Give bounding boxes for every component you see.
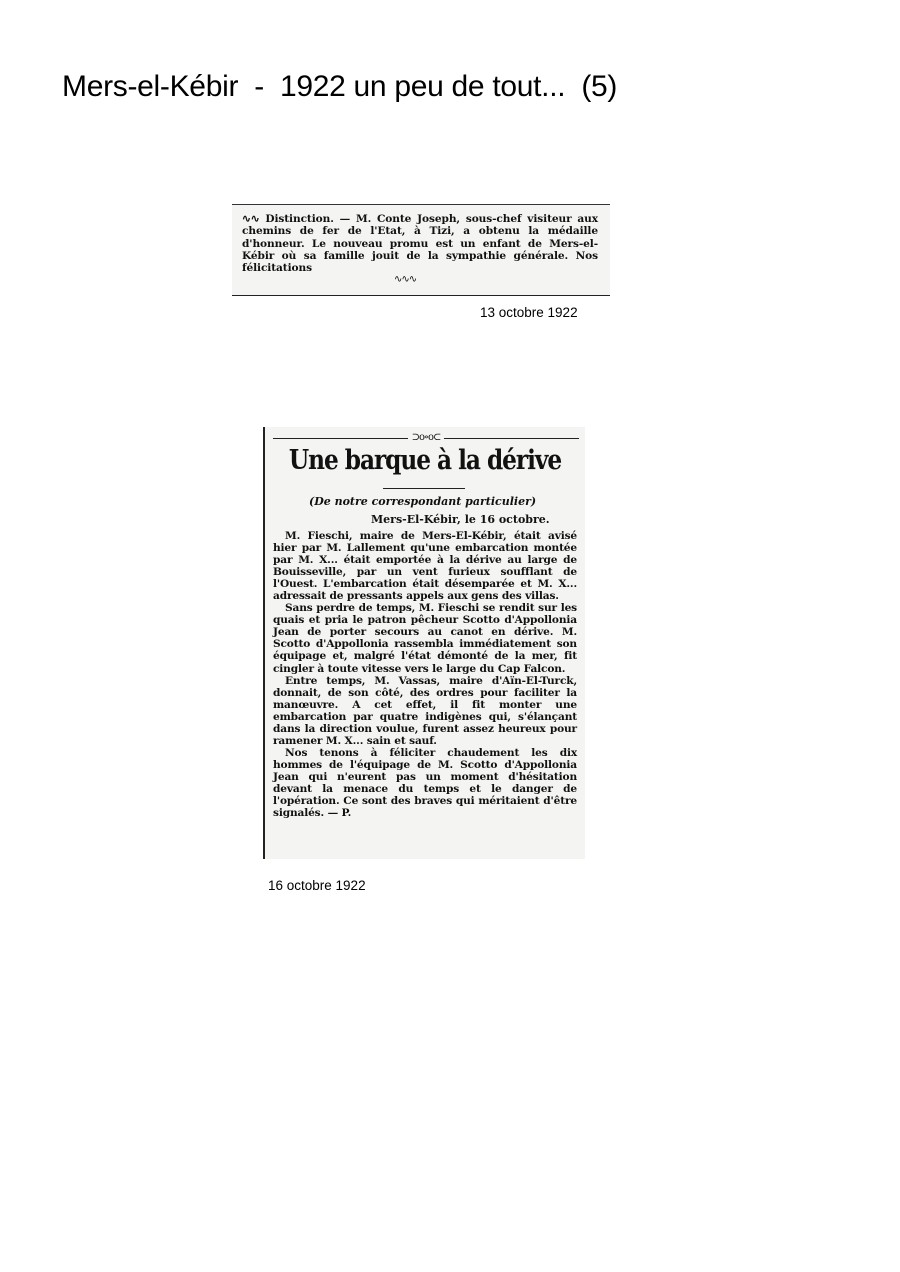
newspaper-clipping-barque	[263, 427, 585, 859]
ornament-center: ⊃o∘o⊂	[411, 432, 441, 443]
page-title: Mers-el-Kébir - 1922 un peu de tout... (5)	[62, 70, 618, 103]
rule-line	[444, 438, 579, 439]
rule-line	[273, 438, 408, 439]
clipping-date-caption: 13 octobre 1922	[480, 305, 578, 320]
newspaper-clipping-distinction	[232, 204, 610, 296]
headline-divider	[383, 488, 465, 489]
clipping-paragraph: Distinction. — M. Conte Joseph, sous-chef visiteur aux chemins de fer de l'Etat, à Tizi, a obtenu la médaille d'honneur. Le nouveau promu est un enfant de Mers-el-Kébir où sa famille jouit de la sympathie générale. Nos félicitations	[242, 213, 598, 275]
article-paragraph: M. Fieschi, maire de Mers-El-Kébir, était avisé hier par M. Lallement qu'une embarcation montée par M. X... était emportée à la dérive au large de Bouisseville, par un vent furieux soufflant de l'Ouest. L'embarcation était désemparée et M. X... adressait de pressants appels aux gens des villas.	[273, 530, 577, 603]
article-paragraph: Entre temps, M. Vassas, maire d'Aïn-El-Turck, donnait, de son côté, des ordres pour faciliter la manœuvre. A cet effet, il fit monter une embarcation par quatre indigènes qui, s'élançant dans la direction voulue, furent assez heureux pour ramener M. X... sain et sauf.	[273, 674, 577, 747]
ornament-top: ∿∿	[242, 213, 260, 225]
article-body	[273, 530, 577, 819]
article-dateline: Mers-El-Kébir, le 16 octobre.	[371, 513, 550, 526]
ornament-bottom: ∿∿∿	[394, 274, 417, 285]
clipping-date-caption: 16 octobre 1922	[268, 878, 366, 893]
article-byline: (De notre correspondant particulier)	[309, 495, 537, 508]
article-headline: Une barque à la dérive	[288, 445, 562, 476]
article-paragraph: Sans perdre de temps, M. Fieschi se rendit sur les quais et pria le patron pêcheur Scotto d'Appollonia Jean de porter secours au canot en dérive. M. Scotto d'Appollonia rassembla immédiatement son équipage et, malgré l'état démonté de la mer, fit cingler à toute vitesse vers le large du Cap Falcon.	[273, 602, 577, 675]
clipping-text	[242, 213, 598, 274]
header-ornament-rule	[273, 432, 579, 444]
article-paragraph: Nos tenons à féliciter chaudement les dix hommes de l'équipage de M. Scotto d'Appollonia Jean qui n'eurent pas un moment d'hésitation devant la menace du temps et le danger de l'opération. Ce sont des braves qui méritaient d'être signalés. — P.	[273, 746, 577, 820]
